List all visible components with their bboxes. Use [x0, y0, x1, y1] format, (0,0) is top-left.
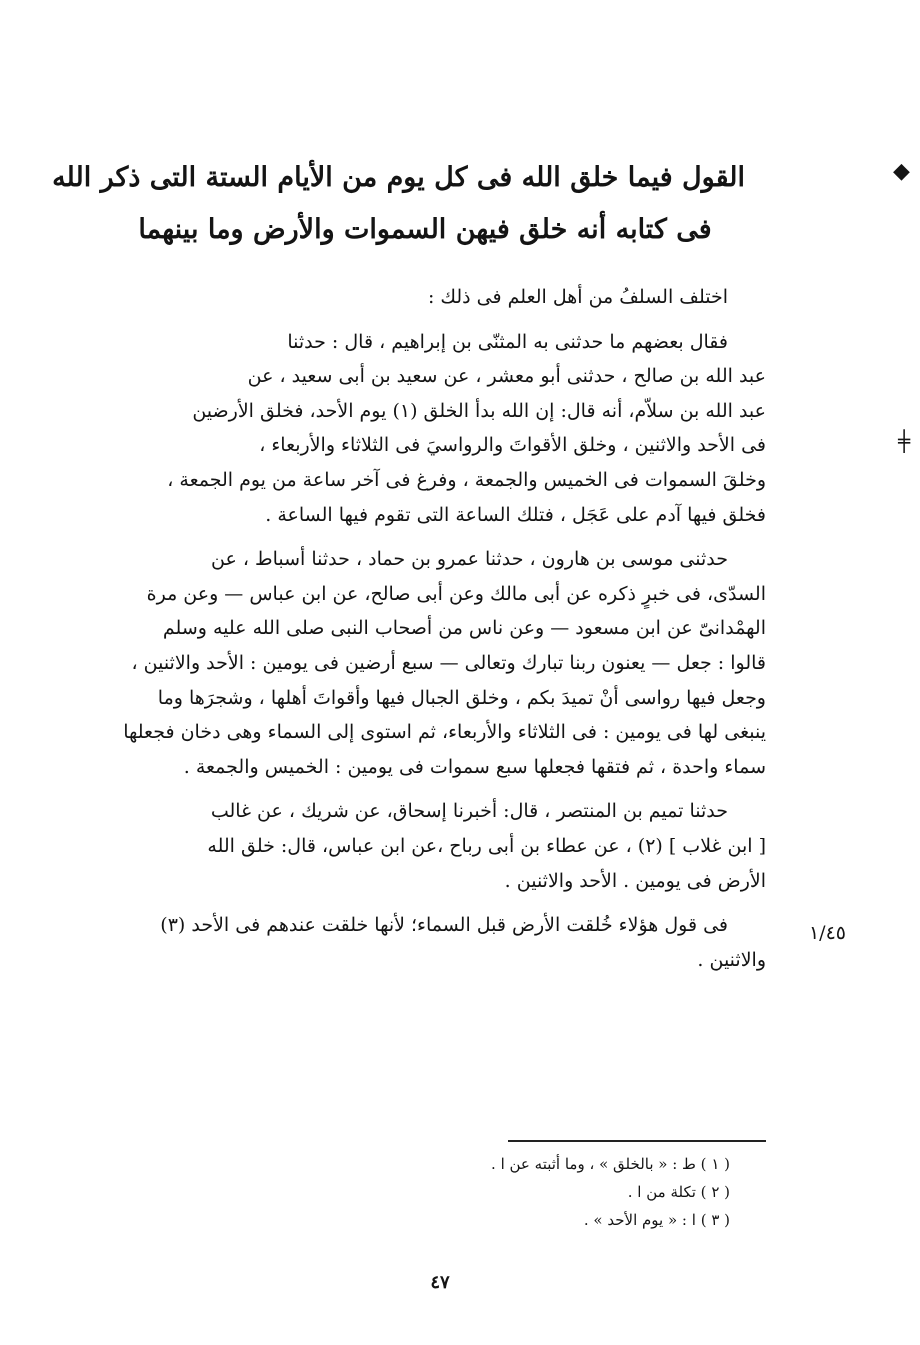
page-number: ٤٧ [430, 1272, 450, 1293]
binding-mark-icon: ◆ [893, 159, 910, 184]
text-line: عبد الله بن سلاّم، أنه قال: إن الله بدأ الخلق (١) يوم الأحد، فخلق الأرضين [192, 399, 766, 422]
footnote: ( ٣ ) ا : « يوم الأحد » . [583, 1211, 730, 1229]
text-line: [ ابن غلاب ] (٢) ، عن عطاء بن أبى رباح ،عن ابن عباس، قال: خلق الله [207, 834, 766, 857]
text-line: وخلقَ السموات فى الخميس والجمعة ، وفرغ فى آخر ساعة من يوم الجمعة ، [167, 468, 766, 491]
text-line: عبد الله بن صالح ، حدثنى أبو معشر ، عن سعيد بن أبى سعيد ، عن [247, 365, 766, 388]
footnote-divider [508, 1140, 766, 1142]
footnote: ( ٢ ) تكلة من ا . [627, 1183, 730, 1201]
text-line: وجعل فيها رواسى أنْ تميدَ بكم ، وخلق الجبال فيها وأقواتَ أهلها ، وشجرَها وما [157, 686, 766, 709]
heading-line: فى كتابه أنه خلق فيهن السموات والأرض وما بينهما [138, 214, 712, 245]
text-line: قالوا : جعل — يعنون ربنا تبارك وتعالى — سبع أرضين فى يومين : الأحد والاثنين ، [131, 651, 766, 674]
intro-line: اختلف السلفُ من أهل العلم فى ذلك : [427, 286, 728, 308]
margin-reference: ١/٤٥ [808, 922, 846, 944]
text-line: السدّى، فى خبرٍ ذكره عن أبى مالك وعن أبى صالح، عن ابن عباس — وعن مرة [146, 582, 766, 605]
heading-line: القول فيما خلق الله فى كل يوم من الأيام الستة التى ذكر الله [52, 162, 745, 193]
paragraph-4 [108, 908, 766, 977]
text-line: سماء واحدة ، ثم فتقها فجعلها سبع سموات فى يومين : الخميس والجمعة . [183, 755, 766, 778]
text-line: فخلق فيها آدم على عَجَل ، فتلك الساعة التى تقوم فيها الساعة . [265, 503, 766, 526]
paragraph-3 [108, 794, 766, 898]
text-line: فى الأحد والاثنين ، وخلق الأقواتَ والرواسيَ فى الثلاثاء والأربعاء ، [259, 434, 766, 457]
text-line: حدثنا تميم بن المنتصر ، قال: أخبرنا إسحاق، عن شريك ، عن غالب [210, 800, 728, 823]
footnote: ( ١ ) ط : « بالخلق » ، وما أثبته عن ا . [491, 1155, 730, 1173]
footnotes [400, 1150, 730, 1234]
text-line: فى قول هؤلاء خُلقت الأرض قبل السماء؛ لأنها خلقت عندهم فى الأحد (٣) [160, 914, 728, 937]
text-line: ينبغى لها فى يومين : فى الثلاثاء والأربعاء، ثم استوى إلى السماء وهى دخان فجعلها [123, 721, 766, 744]
main-text [108, 280, 766, 977]
binding-mark-icon: ╪ [898, 429, 911, 453]
text-line: فقال بعضهم ما حدثنى به المثنّى بن إبراهيم ، قال : حدثنا [287, 330, 728, 353]
chapter-heading [52, 152, 745, 256]
text-line: الأرض فى يومين . الأحد والاثنين . [504, 869, 766, 892]
text-line: الهمْدانىّ عن ابن مسعود — وعن ناس من أصحاب النبى صلى الله عليه وسلم [162, 617, 766, 640]
paragraph-1 [108, 325, 766, 533]
text-line: حدثنى موسى بن هارون ، حدثنا عمرو بن حماد ، حدثنا أسباط ، عن [211, 548, 728, 571]
paragraph-2 [108, 542, 766, 784]
text-line: والاثنين . [697, 948, 766, 971]
